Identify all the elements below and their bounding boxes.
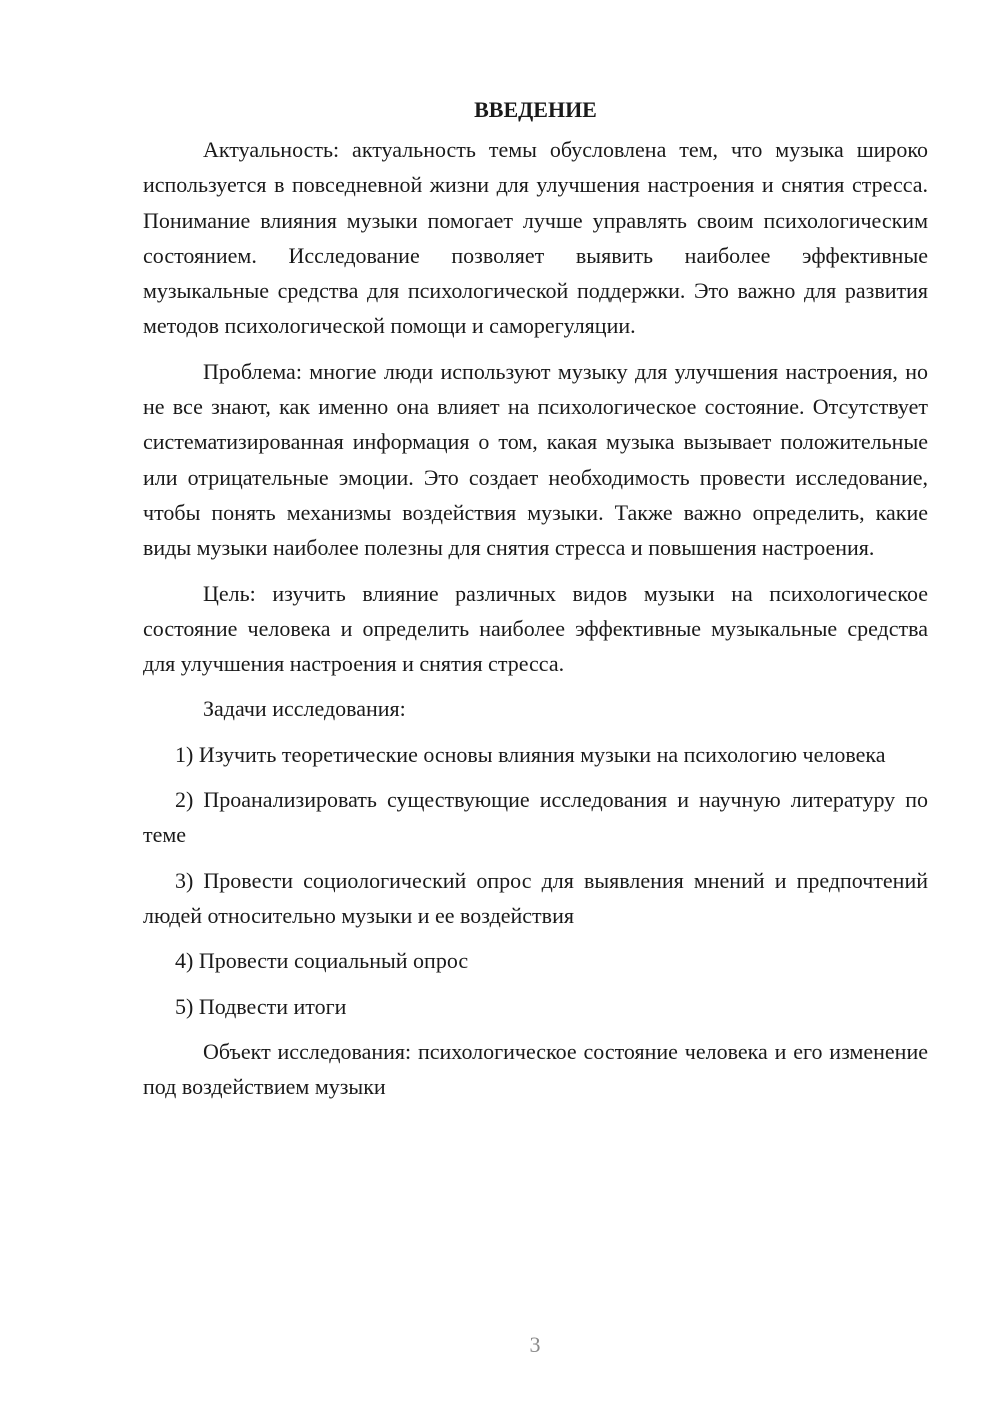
section-title: ВВЕДЕНИЕ: [474, 97, 597, 122]
task-item-5: 5) Подвести итоги: [175, 993, 347, 1019]
paragraph-tasks-heading: Задачи исследования:: [203, 696, 406, 722]
paragraph-relevance: Актуальность: актуальность темы обусловлена тем, что музыка широко используется в повседневной жизни для улучшения настроения и снятия стресса. Понимание влияния музыки помогает лучше управлять своим психологическим состоянием. Исследование позволяет выявить наиболее эффективные музыкальные средства для психологической поддержки. Это важно для развития методов психологической помощи и саморегуляции.: [143, 137, 928, 339]
task-item-2: 2) Проанализировать существующие исследования и научную литературу по теме: [143, 787, 928, 848]
task-item-4: 4) Провести социальный опрос: [175, 948, 469, 974]
page-content: [143, 92, 928, 1114]
task-item-1: 1) Изучить теоретические основы влияния музыки на психологию человека: [175, 741, 886, 767]
page-number: 3: [529, 1332, 541, 1357]
paragraph-problem: Проблема: многие люди используют музыку для улучшения настроения, но не все знают, как именно она влияет на психологическое состояние. Отсутствует систематизированная информация о том, какая музыка вызывает положительные или отрицательные эмоции. Это создает необходимость провести исследование, чтобы понять механизмы воздействия музыки. Также важно определить, какие виды музыки наиболее полезны для снятия стресса и повышения настроения.: [143, 358, 928, 561]
paragraph-goal: Цель: изучить влияние различных видов музыки на психологическое состояние человека и определить наиболее эффективные музыкальные средства для улучшения настроения и снятия стресса.: [143, 580, 928, 677]
paragraph-object: Объект исследования: психологическое состояние человека и его изменение под воздействием музыки: [143, 1038, 928, 1100]
task-item-3: 3) Провести социологический опрос для выявления мнений и предпочтений людей относительно музыки и ее воздействия: [143, 867, 928, 928]
